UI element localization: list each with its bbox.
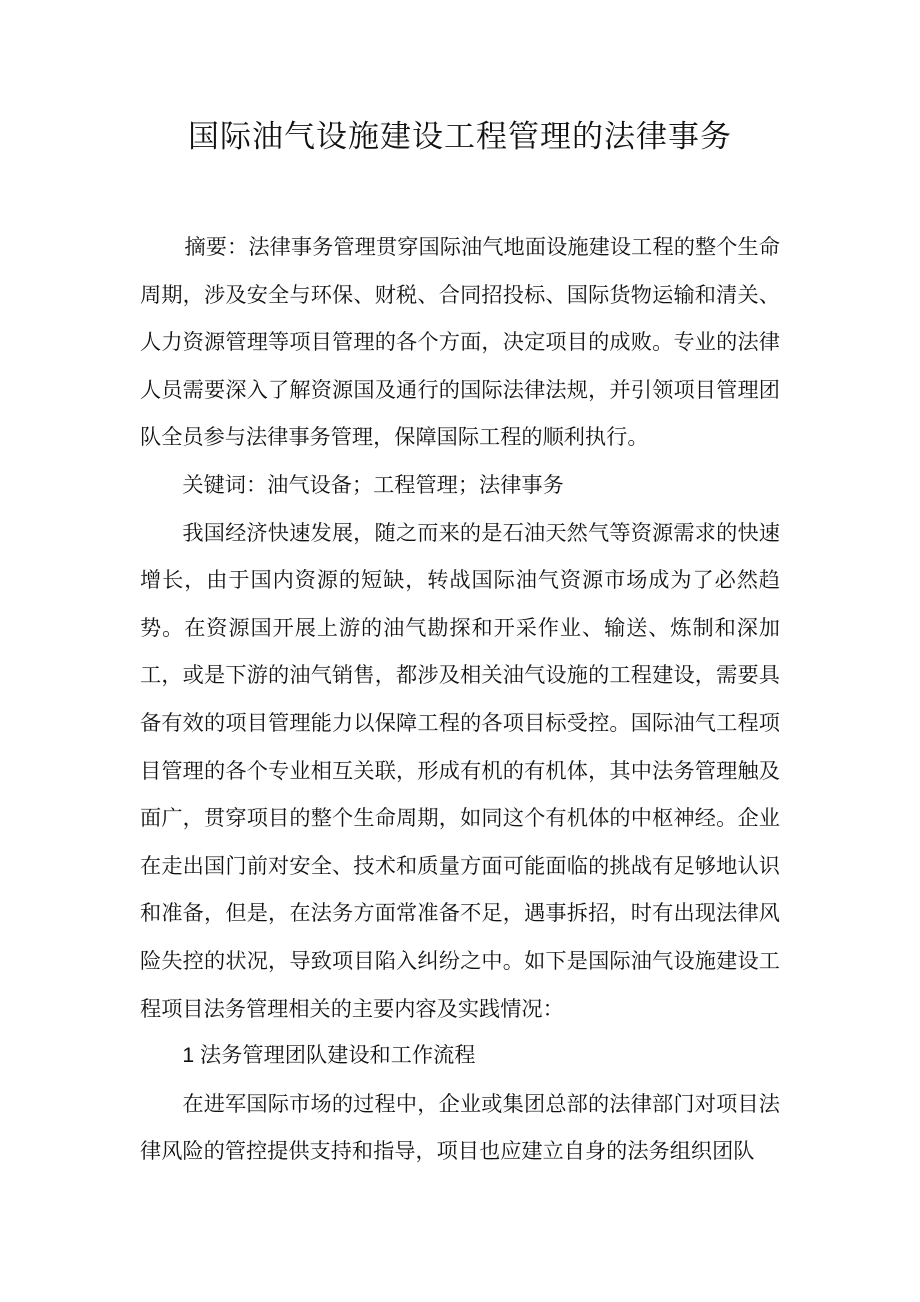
- document-title: 国际油气设施建设工程管理的法律事务: [188, 119, 732, 155]
- intro-paragraph: 我国经济快速发展，随之而来的是石油天然气等资源需求的快速增长，由于国内资源的短缺，转战国际油气资源市场成为了必然趋势。在资源国开展上游的油气勘探和开采作业、输送、炼制和深加工，或是下游的油气销售，都涉及相关油气设施的工程建设，需要具备有效的项目管理能力以保障工程的各项目标受控。国际油气工程项目管理的各个专业相互关联，形成有机的有机体，其中法务管理触及面广，贯穿项目的整个生命周期，如同这个有机体的中枢神经。企业在走出国门前对安全、技术和质量方面可能面临的挑战有足够地认识和准备，但是，在法务方面常准备不足，遇事拆招，时有出现法律风险失控的状况，导致项目陷入纠纷之中。如下是国际油气设施建设工程项目法务管理相关的主要内容及实践情况：: [140, 519, 780, 1021]
- document-body: [140, 223, 780, 1175]
- section-1-paragraph: 在进军国际市场的过程中，企业或集团总部的法律部门对项目法律风险的管控提供支持和指导，项目也应建立自身的法务组织团队: [140, 1090, 780, 1164]
- section-1-heading: 1 法务管理团队建设和工作流程: [182, 1044, 476, 1068]
- abstract-paragraph: 摘要：法律事务管理贯穿国际油气地面设施建设工程的整个生命周期，涉及安全与环保、财税、合同招投标、国际货物运输和清关、人力资源管理等项目管理的各个方面，决定项目的成败。专业的法律人员需要深入了解资源国及通行的国际法律法规，并引领项目管理团队全员参与法律事务管理，保障国际工程的顺利执行。: [140, 234, 780, 450]
- keywords-line: 关键词：油气设备；工程管理；法律事务: [182, 471, 564, 497]
